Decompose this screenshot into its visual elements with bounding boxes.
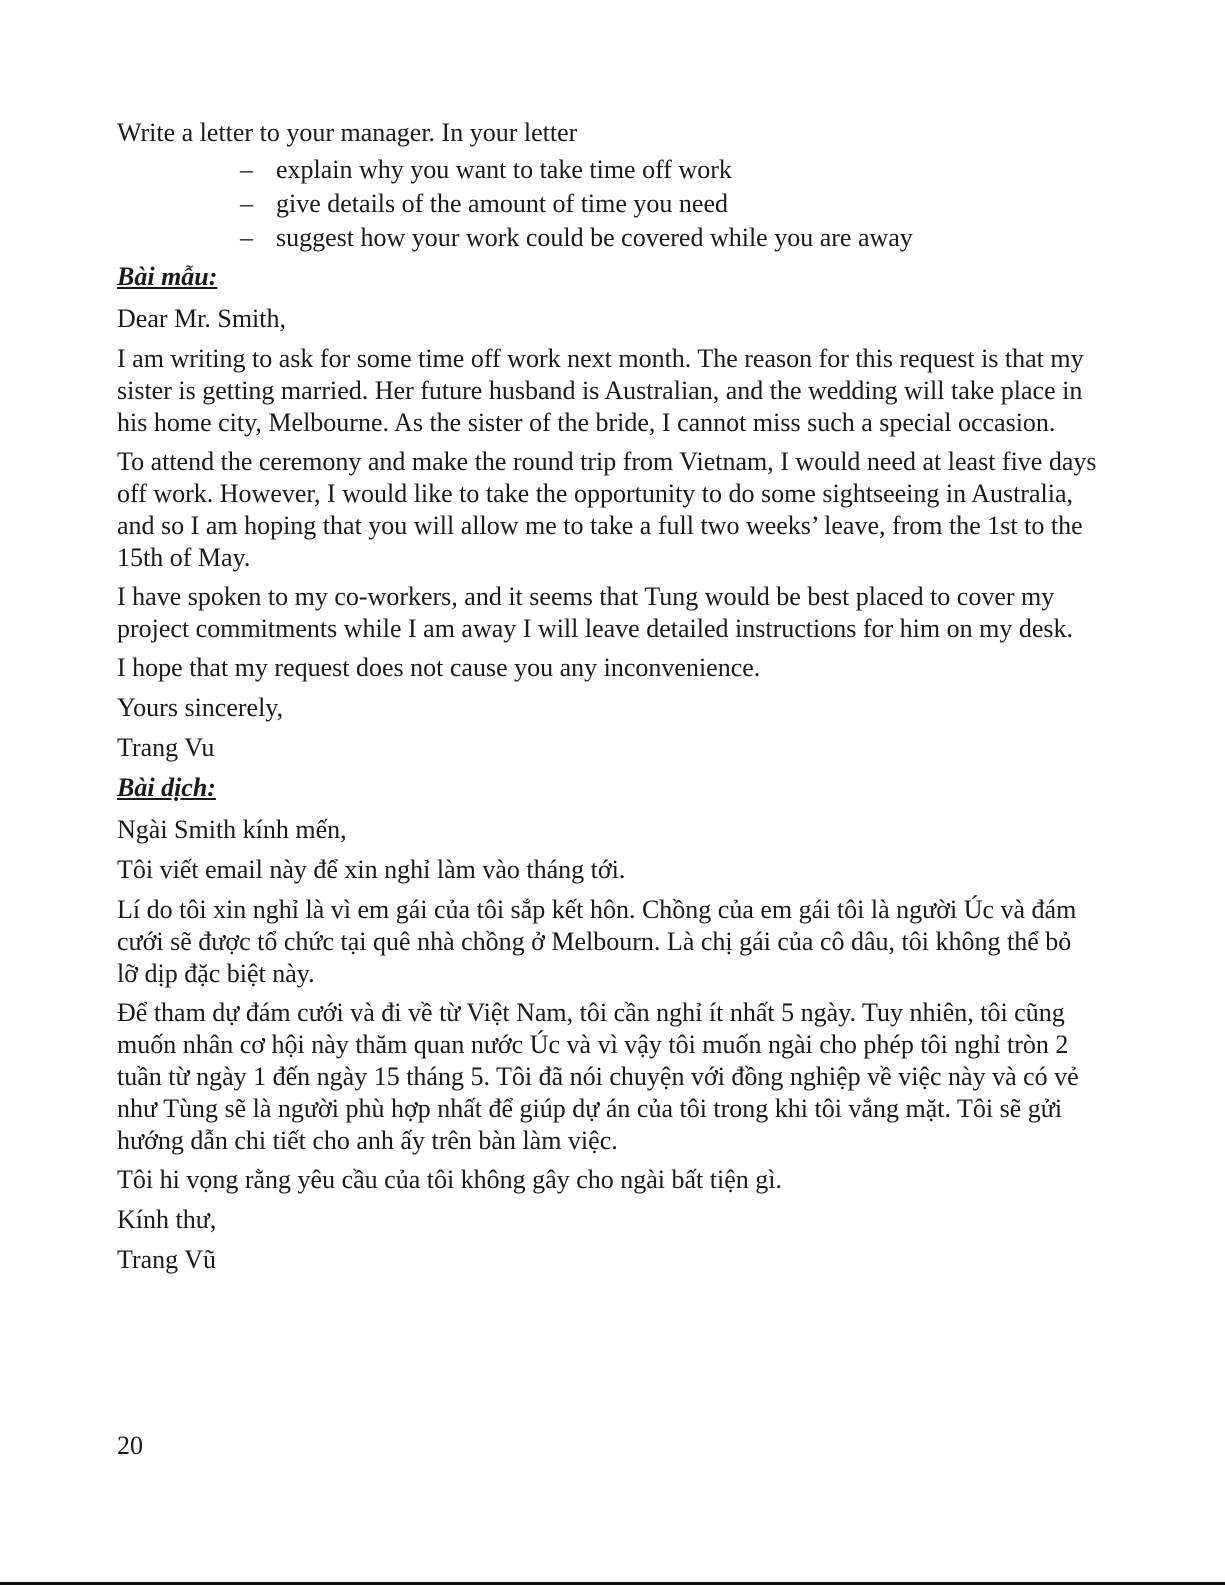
sample-paragraph: I hope that my request does not cause you any inconvenience. (117, 653, 761, 682)
sample-paragraph: I am writing to ask for some time off work next month. The reason for this request is that my sister is getting married. Her future husband is Australian, and the wedding will take place in his home city, Melbourne. As the sister of the bride, I cannot miss such a special occasion. (117, 344, 1084, 437)
translation-paragraph: Tôi viết email này để xin nghỉ làm vào tháng tới. (117, 855, 626, 884)
task-bullet-text: explain why you want to take time off work (276, 155, 732, 184)
sample-salutation: Dear Mr. Smith, (117, 304, 286, 333)
task-bullet (240, 153, 1097, 187)
dash-bullet-icon: – (240, 155, 253, 184)
translation-closing: Kính thư, (117, 1205, 217, 1234)
translation-paragraph: Để tham dự đám cưới và đi về từ Việt Nam, tôi cần nghỉ ít nhất 5 ngày. Tuy nhiên, tôi cũng muốn nhân cơ hội này thăm quan nước Úc và vì vậy tôi muốn ngài cho phép tôi nghỉ tròn 2 tuần từ ngày 1 đến ngày 15 tháng 5. Tôi đã nói chuyện với đồng nghiệp về việc này và có vẻ như Tùng sẽ là người phù hợp nhất để giúp dự án của tôi trong khi tôi vắng mặt. Tôi sẽ gửi hướng dẫn chi tiết cho anh ấy trên bàn làm việc. (117, 998, 1079, 1155)
document-page (117, 117, 1097, 1284)
sample-heading: Bài mẫu: (117, 262, 218, 291)
page-number: 20 (117, 1431, 143, 1460)
sample-closing: Yours sincerely, (117, 693, 284, 722)
translation-signature: Trang Vũ (117, 1245, 216, 1274)
dash-bullet-icon: – (240, 189, 253, 218)
sample-paragraph: I have spoken to my co-workers, and it seems that Tung would be best placed to cover my project commitments while I am away I will leave detailed instructions for him on my desk. (117, 582, 1073, 643)
task-intro: Write a letter to your manager. In your letter (117, 118, 578, 147)
sample-signature: Trang Vu (117, 733, 215, 762)
translation-salutation: Ngài Smith kính mến, (117, 815, 347, 844)
dash-bullet-icon: – (240, 223, 253, 252)
sample-paragraph: To attend the ceremony and make the round trip from Vietnam, I would need at least five days off work. However, I would like to take the opportunity to do some sightseeing in Australia, and so I am hoping that you will allow me to take a full two weeks’ leave, from the 1st to the 15th of May. (117, 447, 1097, 572)
translation-heading: Bài dịch: (117, 773, 216, 802)
task-bullet (240, 187, 1097, 221)
translation-paragraph: Lí do tôi xin nghỉ là vì em gái của tôi sắp kết hôn. Chồng của em gái tôi là người Úc và đám cưới sẽ được tổ chức tại quê nhà chồng ở Melbourn. Là chị gái của cô dâu, tôi không thể bỏ lỡ dịp đặc biệt này. (117, 895, 1077, 988)
task-bullet-list (117, 153, 1097, 255)
task-bullet-text: give details of the amount of time you need (276, 189, 728, 218)
task-bullet (240, 221, 1097, 255)
task-bullet-text: suggest how your work could be covered while you are away (276, 223, 913, 252)
translation-paragraph: Tôi hi vọng rằng yêu cầu của tôi không gây cho ngài bất tiện gì. (117, 1165, 782, 1194)
